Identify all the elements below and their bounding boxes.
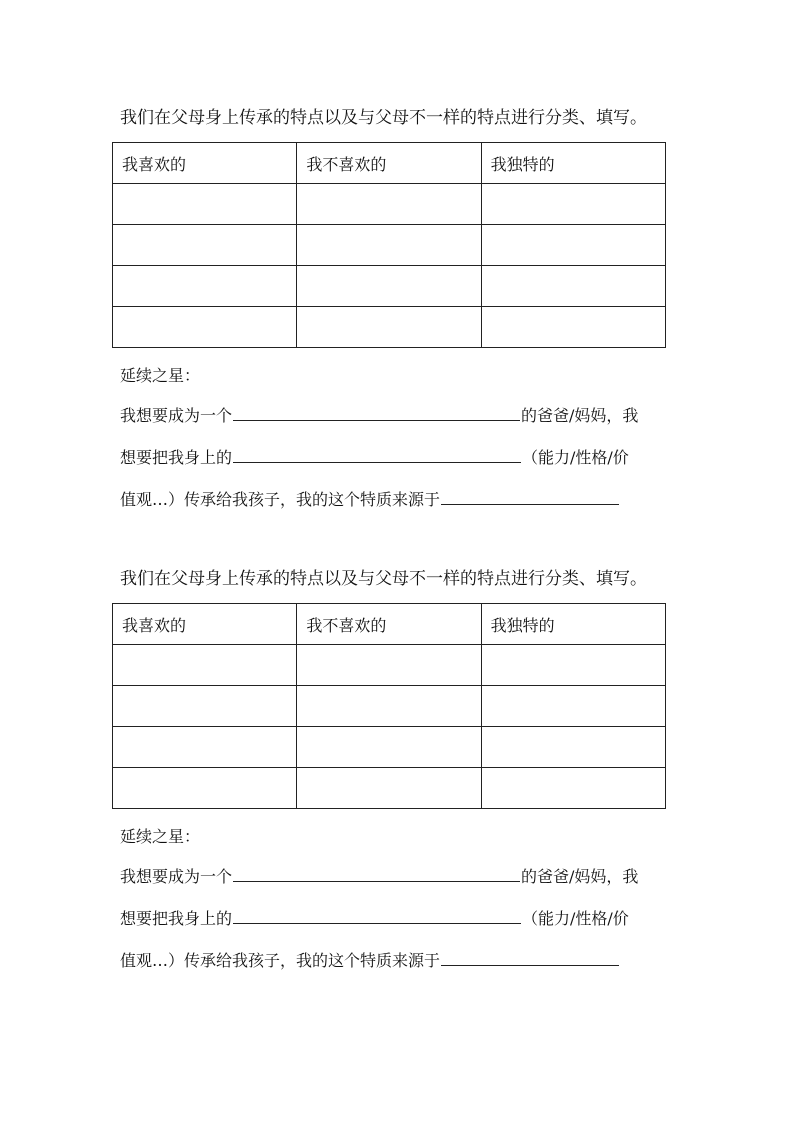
fill-blank[interactable] <box>233 861 520 882</box>
traits-table <box>112 603 666 809</box>
header-like: 我喜欢的 <box>113 143 297 184</box>
star-title: 延续之星： <box>120 827 201 846</box>
table-cell[interactable] <box>481 225 665 266</box>
table-cell[interactable] <box>481 768 665 809</box>
table-row <box>113 645 666 686</box>
line-text: （能力/性格/价 <box>522 448 629 467</box>
table-cell[interactable] <box>113 225 297 266</box>
table-row <box>113 686 666 727</box>
star-title: 延续之星： <box>120 366 201 385</box>
table-cell[interactable] <box>113 266 297 307</box>
line-text: 的爸爸/妈妈，我 <box>521 867 639 886</box>
line-text: 我想要成为一个 <box>120 406 233 425</box>
table-cell[interactable] <box>113 768 297 809</box>
table-cell[interactable] <box>481 266 665 307</box>
header-unique: 我独特的 <box>481 604 665 645</box>
line-text: 的爸爸/妈妈，我 <box>521 406 639 425</box>
table-cell[interactable] <box>113 184 297 225</box>
fill-blank[interactable] <box>441 484 619 505</box>
line-text: 值观…）传承给我孩子，我的这个特质来源于 <box>120 951 441 970</box>
table-header-row <box>113 143 666 184</box>
line-text: 我想要成为一个 <box>120 867 233 886</box>
table-cell[interactable] <box>297 307 481 348</box>
fill-blank[interactable] <box>441 945 619 966</box>
table-cell[interactable] <box>481 727 665 768</box>
table-cell[interactable] <box>297 727 481 768</box>
traits-table <box>112 142 666 348</box>
table-cell[interactable] <box>481 645 665 686</box>
table-row <box>113 727 666 768</box>
table-cell[interactable] <box>297 768 481 809</box>
fill-line-2 <box>120 903 629 931</box>
line-text: 值观…）传承给我孩子，我的这个特质来源于 <box>120 490 441 509</box>
table-cell[interactable] <box>481 307 665 348</box>
table-cell[interactable] <box>297 184 481 225</box>
table-row <box>113 266 666 307</box>
intro-text: 我们在父母身上传承的特点以及与父母不一样的特点进行分类、填写。 <box>120 569 647 589</box>
table-row <box>113 225 666 266</box>
fill-line-1 <box>120 861 638 889</box>
table-cell[interactable] <box>481 686 665 727</box>
header-unique: 我独特的 <box>481 143 665 184</box>
fill-line-3 <box>120 484 620 512</box>
table-cell[interactable] <box>113 686 297 727</box>
line-text: 想要把我身上的 <box>120 448 233 467</box>
header-like: 我喜欢的 <box>113 604 297 645</box>
fill-line-1 <box>120 400 638 428</box>
table-row <box>113 768 666 809</box>
intro-text: 我们在父母身上传承的特点以及与父母不一样的特点进行分类、填写。 <box>120 108 647 128</box>
table-row <box>113 307 666 348</box>
table-cell[interactable] <box>297 645 481 686</box>
fill-line-3 <box>120 945 620 973</box>
table-cell[interactable] <box>113 307 297 348</box>
table-row <box>113 184 666 225</box>
header-dislike: 我不喜欢的 <box>297 604 481 645</box>
table-cell[interactable] <box>297 266 481 307</box>
table-cell[interactable] <box>297 225 481 266</box>
header-dislike: 我不喜欢的 <box>297 143 481 184</box>
table-cell[interactable] <box>113 645 297 686</box>
table-cell[interactable] <box>297 686 481 727</box>
line-text: 想要把我身上的 <box>120 909 233 928</box>
fill-blank[interactable] <box>233 442 521 463</box>
table-cell[interactable] <box>113 727 297 768</box>
fill-blank[interactable] <box>233 400 520 421</box>
line-text: （能力/性格/价 <box>522 909 629 928</box>
table-cell[interactable] <box>481 184 665 225</box>
table-header-row <box>113 604 666 645</box>
fill-blank[interactable] <box>233 903 521 924</box>
fill-line-2 <box>120 442 629 470</box>
